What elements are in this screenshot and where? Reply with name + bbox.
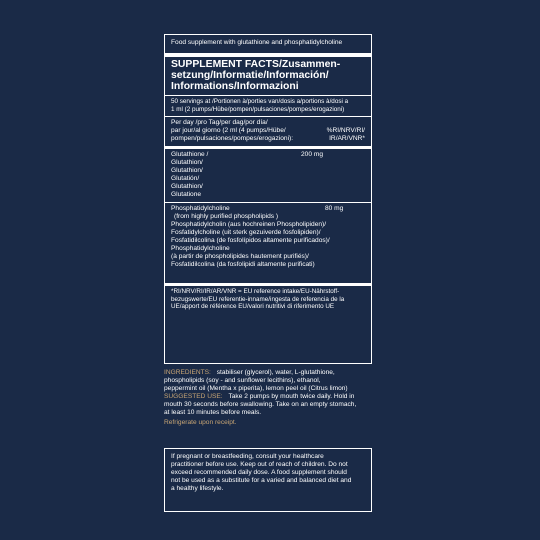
footnote bbox=[171, 288, 365, 311]
ingredient-line: Phosphatidylcholine bbox=[171, 245, 230, 253]
divider bbox=[165, 116, 371, 117]
ingredient-line: Glutathion/ bbox=[171, 167, 203, 175]
suggested-use-text: at least 10 minutes before meals. bbox=[164, 409, 262, 416]
ingredient-line: Phosphatidylcholin (aus hochreinen Phospholipiden)/ bbox=[171, 221, 327, 229]
refrigerate-note: Refrigerate upon receipt. bbox=[164, 419, 237, 426]
divider bbox=[165, 146, 371, 149]
product-info bbox=[164, 369, 374, 427]
footnote-line: bezugswerte/EU referentie-inname/ingesta de referencia de la bbox=[171, 295, 345, 303]
footnote-line: *RI/NRV/RI/IR/AR/VNR = EU reference intake/EU-Nährstoff- bbox=[171, 288, 340, 296]
title-line: SUPPLEMENT FACTS/Zusammen- bbox=[171, 59, 341, 70]
per-day-row bbox=[171, 119, 365, 143]
ingredient-line: Glutathione / bbox=[171, 151, 209, 159]
ri-line: %RI/NRV/RI/ bbox=[326, 127, 365, 135]
supplement-facts-panel bbox=[164, 34, 372, 364]
title-line: Informations/Informazioni bbox=[171, 81, 299, 92]
per-day-line: Per day /pro Tag/per dag/por día/ bbox=[171, 119, 268, 127]
ingredients-text: stabiliser (glycerol), water, L-glutathione, bbox=[216, 369, 335, 376]
intro-text: Food supplement with glutathione and phosphatidylcholine bbox=[171, 39, 343, 46]
phosphatidylcholine-label bbox=[171, 205, 365, 269]
phosphatidylcholine-amount: 80 mg bbox=[325, 205, 344, 213]
title-line: setzung/Informatie/Información/ bbox=[171, 70, 329, 81]
warning-line: practitioner before use. Keep out of reach of children. Do not bbox=[171, 461, 348, 468]
ingredients-text: phospholipids (soy - and sunflower lecithins), ethanol, bbox=[164, 377, 321, 384]
ingredient-line: Fosfatidilcolina (de fosfolípidos altamente purificados)/ bbox=[171, 237, 330, 245]
warning-line: not be used as a substitute for a varied and balanced diet and bbox=[171, 477, 352, 484]
divider bbox=[165, 283, 371, 286]
reference-intake-header bbox=[327, 119, 365, 143]
suggested-use-block bbox=[164, 393, 374, 417]
ingredient-line: Glutathion/ bbox=[171, 183, 203, 191]
glutathione-amount: 200 mg bbox=[301, 151, 323, 159]
suggested-use-text: mouth 30 seconds before swallowing. Take on an empty stomach, bbox=[164, 401, 357, 408]
ingredient-line: Fosfatidilcolina (da fosfolipidi altamente purificati) bbox=[171, 261, 315, 269]
per-day-line: pompen/pulsaciones/pompes/erogazioni): bbox=[171, 135, 294, 143]
warning-line: exceed recommended daily dose. A food supplement should bbox=[171, 469, 347, 476]
servings-text bbox=[171, 98, 365, 113]
servings-line: 1 ml (2 pumps/Hübe/pompen/pulsaciones/pompes/erogazioni) bbox=[171, 105, 345, 113]
footnote-line: UE/apport de référence EU/valori nutritivi di riferimento UE bbox=[171, 303, 335, 311]
per-day-label bbox=[171, 119, 327, 143]
ingredient-line: (à partir de phospholipides hautement purifiés)/ bbox=[171, 253, 309, 261]
divider bbox=[165, 95, 371, 96]
suggested-use-label: SUGGESTED USE: bbox=[164, 393, 223, 400]
ingredient-line: Glutathion/ bbox=[171, 159, 203, 167]
ingredients-block bbox=[164, 369, 374, 393]
warning-box bbox=[164, 448, 372, 512]
per-day-line: par jour/al giorno (2 ml (4 pumps/Hübe/ bbox=[171, 127, 286, 135]
warning-line: If pregnant or breastfeeding, consult your healthcare bbox=[171, 453, 324, 460]
glutathione-label bbox=[171, 151, 301, 199]
servings-line: 50 servings at /Portionen à/porties van/dosis a/portions à/dosi a bbox=[171, 98, 349, 105]
suggested-use-text: Take 2 pumps by mouth twice daily. Hold in bbox=[228, 393, 355, 400]
ingredient-line: (from highly purified phospholipids ) bbox=[174, 213, 279, 221]
ingredient-line: Glutatione bbox=[171, 191, 202, 199]
phosphatidylcholine-row bbox=[171, 205, 365, 269]
ingredient-line: Glutatión/ bbox=[171, 175, 200, 183]
ingredient-line: Fosfatidylcholine (uit sterk gezuiverde fosfolipiden)/ bbox=[171, 229, 321, 237]
ri-line: IR/AR/VNR* bbox=[329, 135, 365, 143]
ingredients-label: INGREDIENTS: bbox=[164, 369, 211, 376]
warning-line: a healthy lifestyle. bbox=[171, 485, 224, 492]
divider bbox=[165, 202, 371, 203]
ingredients-text: peppermint oil (Mentha x piperita), lemon peel oil (Citrus limon) bbox=[164, 385, 348, 392]
facts-title bbox=[165, 53, 371, 92]
glutathione-row bbox=[171, 151, 365, 199]
ingredient-line: Phosphatidylcholine bbox=[171, 205, 230, 213]
